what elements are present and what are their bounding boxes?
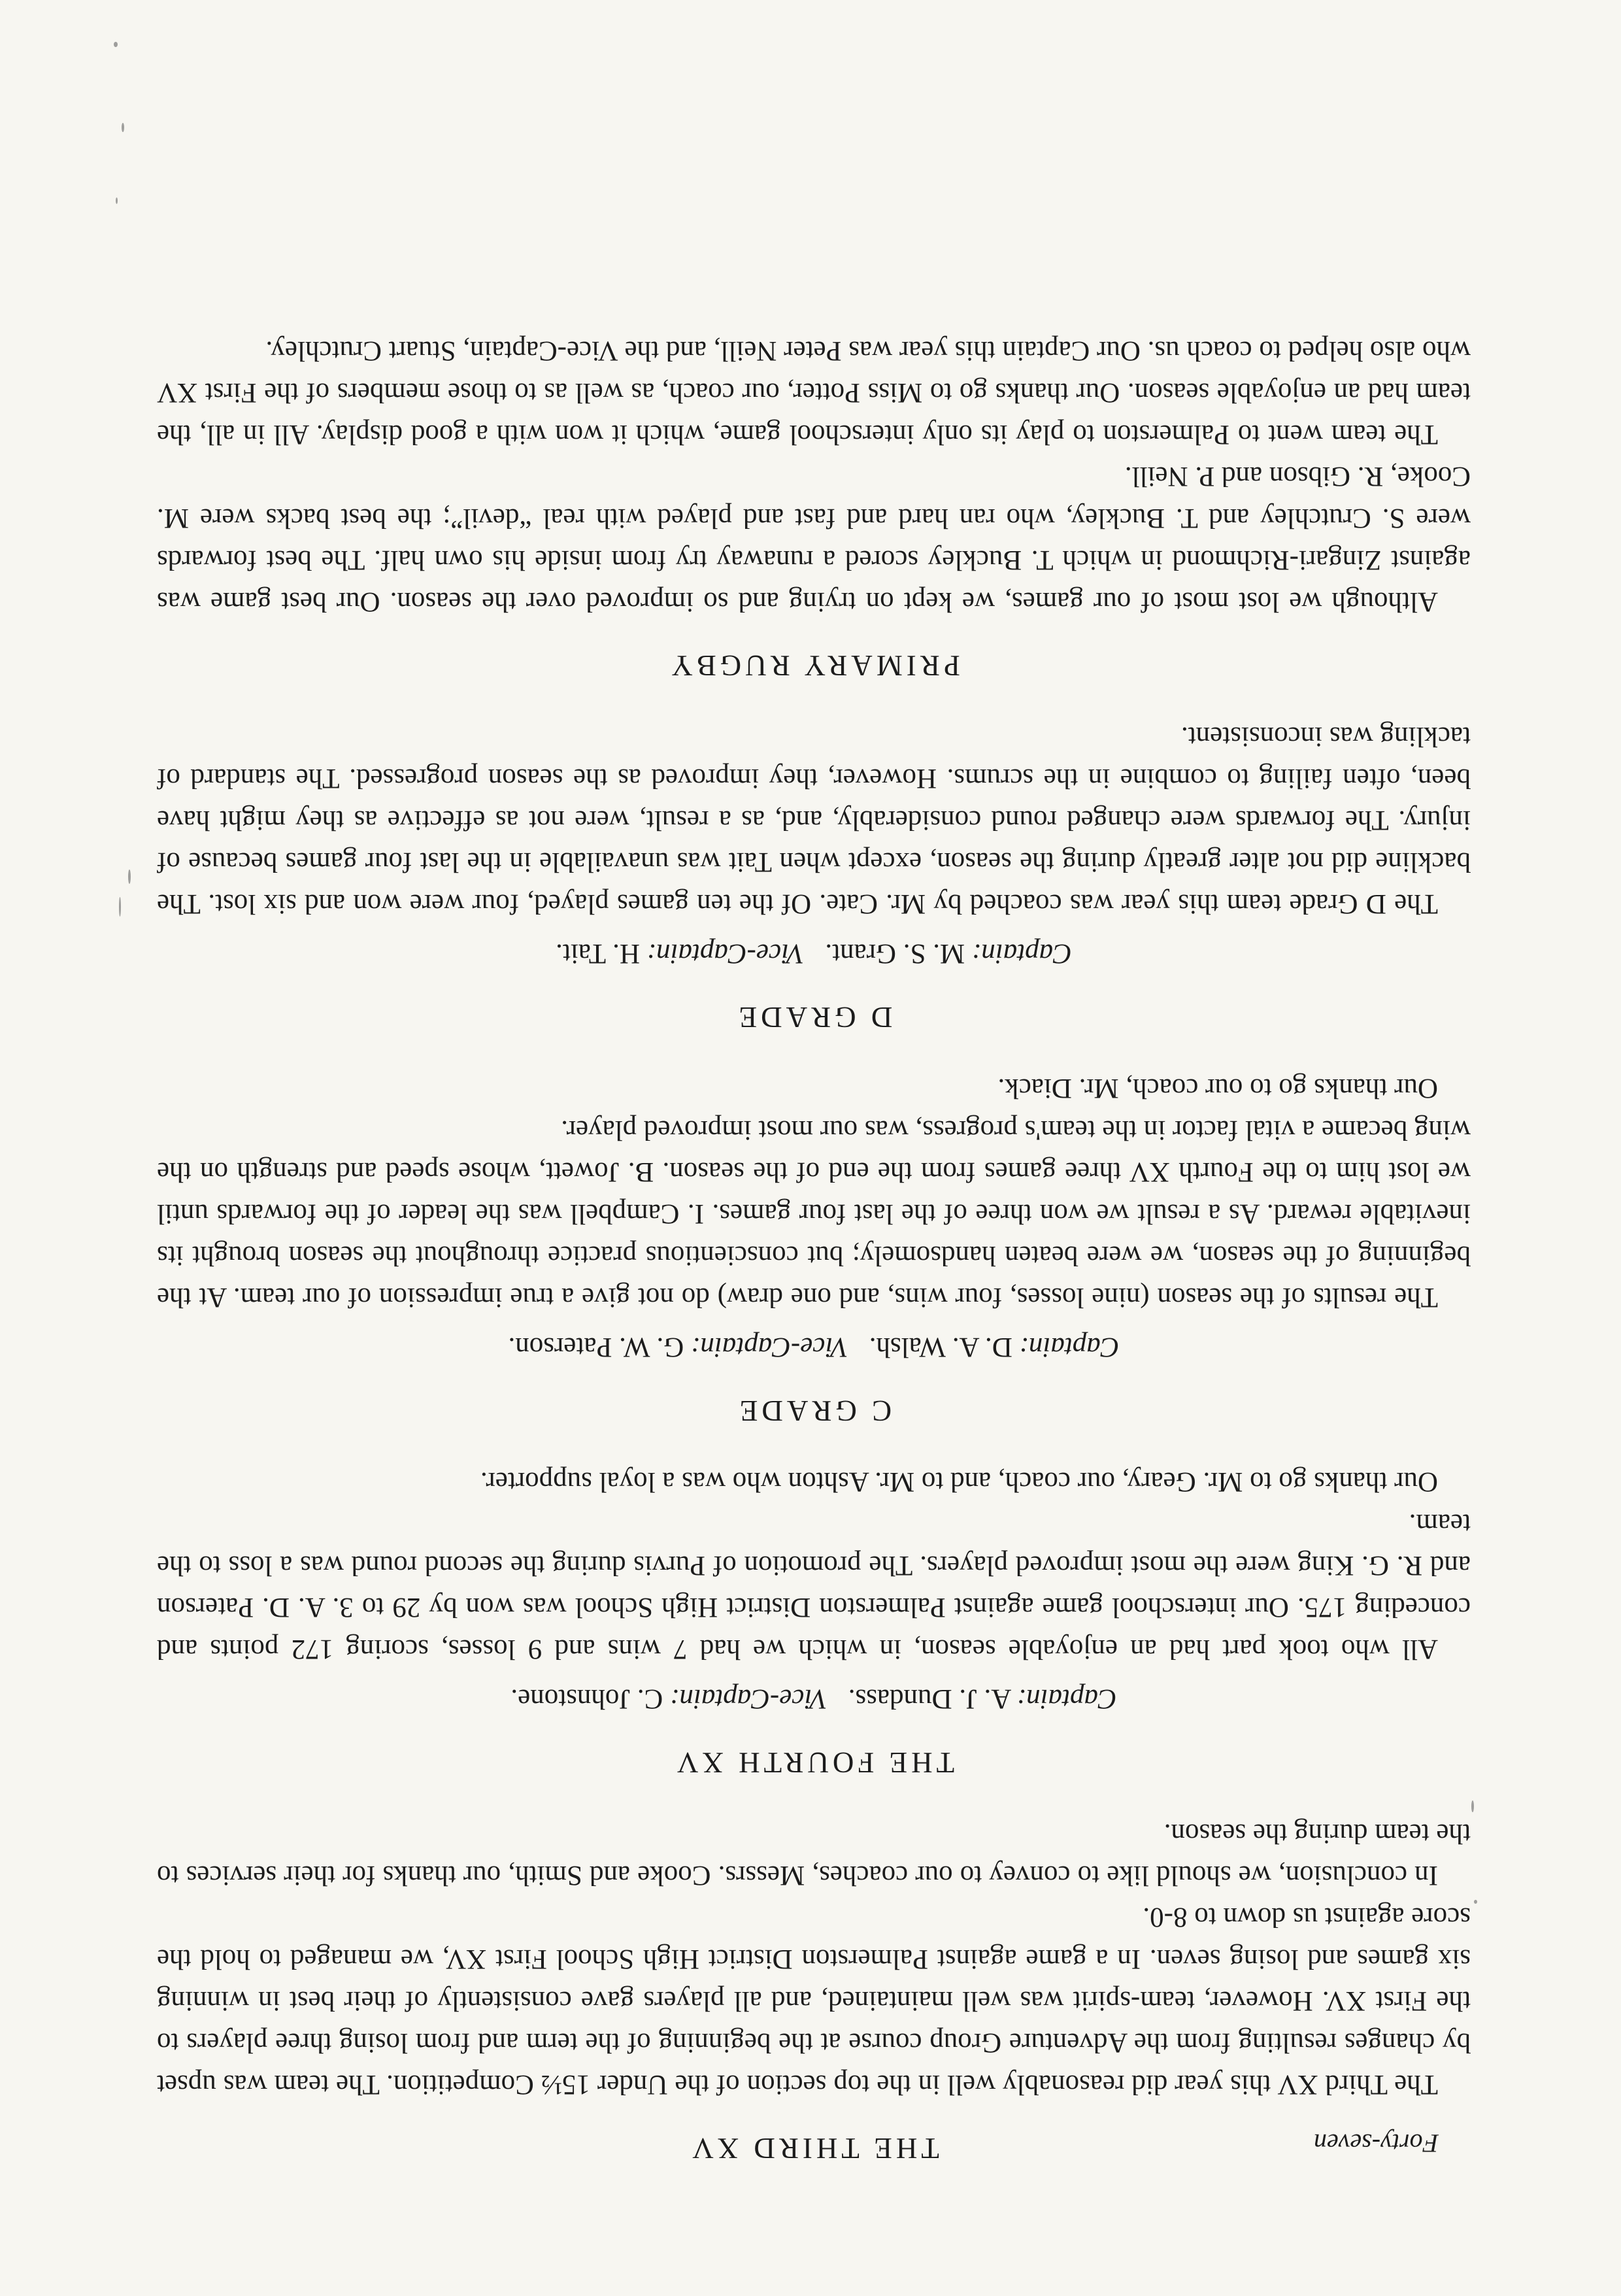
scan-speck	[128, 869, 131, 884]
scan-speck	[122, 123, 124, 132]
paragraph: The team went to Palmerston to play its only interschool game, which it won with a good display. All in all, the team had an enjoyable season. Our thanks go to Miss Potter, our coach, as well as to those members of the First XV who also helped to coach us. Our Captain this year was Peter Neill, and the Vice-Captain, Stuart Crutchley.	[157, 335, 1471, 450]
vice-captain-label: Vice-Captain:	[691, 1332, 848, 1362]
section-c-grade	[157, 1067, 1471, 1432]
scan-speck	[114, 42, 118, 47]
scan-speck	[116, 197, 118, 204]
captain-name: M. S. Grant.	[825, 938, 965, 969]
section-fourth-xv	[157, 1460, 1471, 1783]
vice-captain-name: G. W. Paterson.	[508, 1332, 684, 1362]
paragraph: Although we lost most of our games, we kept on trying and so improved over the season. Our best game was against Zingari-Richmond in which T. Buckley scored a runaway try from inside his own half. The best forwards were S. Crutchley and T. Buckley, who ran hard and fast and played with real “devil”; the best backs were M. Cooke, R. Gibson and P. Neill.	[157, 461, 1471, 617]
captain-label: Captain:	[1016, 1683, 1117, 1714]
section-heading: THE FOURTH XV	[673, 1746, 955, 1779]
captain-label: Captain:	[971, 938, 1072, 969]
paragraph: The results of the season (nine losses, four wins, and one draw) do not give a true impression of our team. At the beginning of the season, we were beaten handsomely; but conscientious practice throughout the season brought its inevitable reward. As a result we won three of the last four games. I. Campbell was the leader of the forwards until we lost him to the Fourth XV three games from the end of the season. B. Jowett, whose speed and strength on the wing became a vital factor in the team's progress, was our most improved player.	[157, 1115, 1471, 1313]
paragraph: Our thanks go to our coach, Mr. Diack.	[997, 1073, 1438, 1104]
vice-captain-name: H. Tait.	[556, 938, 640, 969]
vice-captain-name: C. Johnstone.	[510, 1683, 663, 1714]
section-d-grade	[157, 715, 1471, 1038]
scan-speck	[1471, 1800, 1474, 1812]
section-heading: C GRADE	[735, 1394, 892, 1427]
vice-captain-label: Vice-Captain:	[670, 1683, 827, 1714]
page-number: Forty-seven	[1314, 2129, 1439, 2158]
vice-captain-label: Vice-Captain:	[646, 938, 805, 969]
section-heading: PRIMARY RUGBY	[667, 649, 960, 682]
captain-label: Captain:	[1019, 1332, 1120, 1362]
page-content	[157, 329, 1471, 2198]
officers-line	[157, 932, 1471, 974]
section-heading: THE THIRD XV	[688, 2132, 939, 2165]
officers-line	[157, 1326, 1471, 1368]
captain-name: A. J. Dundass.	[848, 1683, 1012, 1714]
section-primary-rugby	[157, 329, 1471, 686]
officers-line	[157, 1678, 1471, 1719]
paragraph: All who took part had an enjoyable season, in which we had 7 wins and 9 losses, scoring 172 points and conceding 175. Our interschool game against Palmerston District High School was won by 29 to 3. A. D. Paterson and R. G. King were the most improved players. The promotion of Purvis during the second round was a loss to the team.	[157, 1508, 1471, 1664]
paragraph: In conclusion, we should like to convey to our coaches, Messrs. Cooke and Smith, our thanks for their services to the team during the season.	[157, 1818, 1471, 1891]
captain-name: D. A. Walsh.	[869, 1332, 1012, 1362]
paragraph: The D Grade team this year was coached by Mr. Cate. Of the ten games played, four were won and six lost. The backline did not alter greatly during the season, except when Tait was unavailable in the last four games because of injury. The forwards were changed round considerably, and, as a result, were not as effective as they might have been, often failing to combine in the scrums. However, they improved as the season progressed. The standard of tackling was inconsistent.	[157, 721, 1471, 919]
scan-speck	[1474, 1900, 1477, 1904]
paragraph: Our thanks go to Mr. Geary, our coach, and to Mr. Ashton who was a loyal supporter.	[480, 1466, 1438, 1497]
section-heading: D GRADE	[735, 1001, 893, 1034]
section-third-xv	[157, 1812, 1471, 2169]
scan-speck	[119, 897, 121, 917]
paragraph: The Third XV this year did reasonably well in the top section of the Under 15½ Competition. The team was upset by changes resulting from the Adventure Group course at the beginning of the term and from losing three players to the First XV. However, team-spirit was well maintained, and all players gave consistently of their best in winning six games and losing seven. In a game against Palmerston District High School First XV, we managed to hold the score against us down to 8-0.	[157, 1902, 1471, 2100]
